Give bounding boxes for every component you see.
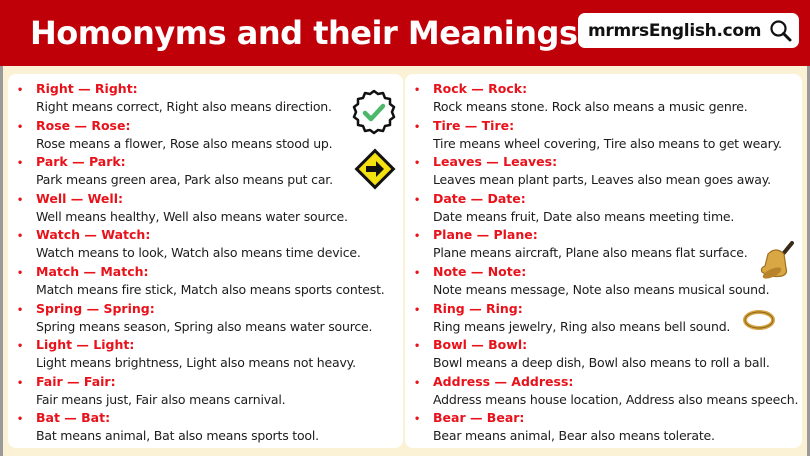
bullet: • — [18, 82, 23, 96]
homonym-term: Fair — Fair: — [36, 373, 116, 389]
homonym-meaning: Well means healthy, Well also means water source. — [36, 208, 348, 224]
list-item — [8, 226, 403, 263]
header-banner — [0, 0, 810, 66]
bullet: • — [18, 374, 23, 389]
bullet: • — [415, 82, 420, 96]
bullet: • — [415, 411, 420, 426]
bullet: • — [415, 264, 420, 279]
homonym-meaning: Ring means jewelry, Ring also means bell sound. — [433, 318, 731, 334]
left-panel — [8, 74, 403, 448]
list-item — [8, 117, 403, 154]
homonym-term: Right — Right: — [36, 81, 138, 96]
homonym-meaning: Fair means just, Fair also means carnival. — [36, 391, 286, 407]
bullet: • — [415, 155, 420, 170]
homonym-term: Plane — Plane: — [433, 227, 538, 243]
bullet: • — [18, 338, 23, 353]
list-item — [405, 336, 802, 373]
site-name: mrmrsEnglish.com — [588, 20, 762, 41]
list-item — [8, 153, 403, 190]
homonym-meaning: Address means house location, Address also means speech. — [433, 391, 799, 407]
homonym-term: Bear — Bear: — [433, 410, 525, 426]
bullet: • — [415, 338, 420, 353]
homonym-meaning: Watch means to look, Watch also means time device. — [36, 245, 361, 261]
right-panel — [405, 74, 802, 448]
homonym-meaning: Park means green area, Park also means put car. — [36, 172, 333, 188]
list-item — [8, 80, 403, 117]
homonym-meaning: Right means correct, Right also means direction. — [36, 99, 332, 114]
bullet: • — [18, 264, 23, 279]
homonym-term: Light — Light: — [36, 337, 135, 353]
homonym-meaning: Match means fire stick, Match also means sports contest. — [36, 281, 385, 297]
bullet: • — [415, 374, 420, 389]
list-item — [405, 117, 802, 154]
bullet: • — [18, 411, 23, 426]
homonym-term: Well — Well: — [36, 190, 123, 206]
road-sign-arrow-icon — [354, 148, 396, 190]
homonym-term: Address — Address: — [433, 373, 574, 389]
homonym-term: Rose — Rose: — [36, 117, 131, 133]
homonym-meaning: Note means message, Note also means musical sound. — [433, 281, 770, 297]
homonym-term: Watch — Watch: — [36, 227, 151, 243]
list-item — [405, 226, 802, 263]
homonym-meaning: Rose means a flower, Rose also means stood up. — [36, 135, 333, 151]
bullet: • — [18, 118, 23, 133]
bullet: • — [18, 228, 23, 243]
check-badge-icon — [351, 89, 397, 135]
site-badge[interactable] — [578, 13, 799, 48]
bell-icon — [756, 240, 796, 280]
bullet: • — [18, 155, 23, 170]
page-title: Homonyms and their Meanings — [30, 14, 578, 52]
homonym-term: Rock — Rock: — [433, 81, 528, 96]
homonym-meaning: Bat means animal, Bat also means sports tool. — [36, 428, 319, 444]
homonym-term: Match — Match: — [36, 263, 149, 279]
list-item — [405, 263, 802, 300]
list-item — [405, 409, 802, 446]
list-item — [8, 409, 403, 446]
bullet: • — [18, 301, 23, 316]
homonym-term: Spring — Spring: — [36, 300, 155, 316]
search-icon — [769, 19, 793, 43]
homonym-meaning: Spring means season, Spring also means water source. — [36, 318, 373, 334]
homonym-meaning: Bowl means a deep dish, Bowl also means to roll a ball. — [433, 355, 770, 371]
list-item — [405, 80, 802, 117]
list-item — [8, 300, 403, 337]
bullet: • — [415, 301, 420, 316]
list-item — [8, 190, 403, 227]
homonym-term: Note — Note: — [433, 263, 527, 279]
homonym-meaning: Date means fruit, Date also means meeting time. — [433, 208, 735, 224]
list-item — [8, 373, 403, 410]
homonym-meaning: Plane means aircraft, Plane also means flat surface. — [433, 245, 748, 261]
bullet: • — [415, 118, 420, 133]
homonym-term: Ring — Ring: — [433, 300, 523, 316]
homonym-term: Tire — Tire: — [433, 117, 515, 133]
homonym-term: Date — Date: — [433, 190, 526, 206]
homonym-meaning: Bear means animal, Bear also means tolerate. — [433, 428, 715, 444]
homonym-term: Bat — Bat: — [36, 410, 111, 426]
homonym-meaning: Tire means wheel covering, Tire also means to get weary. — [433, 135, 782, 151]
homonym-meaning: Light means brightness, Light also means not heavy. — [36, 355, 356, 371]
list-item — [405, 153, 802, 190]
content-frame — [0, 66, 810, 456]
homonym-term: Park — Park: — [36, 154, 126, 170]
ring-icon — [742, 308, 776, 332]
homonym-meaning: Leaves mean plant parts, Leaves also mean goes away. — [433, 172, 771, 188]
bullet: • — [415, 191, 420, 206]
homonym-term: Leaves — Leaves: — [433, 154, 558, 170]
bullet: • — [415, 228, 420, 243]
list-item — [405, 373, 802, 410]
homonym-term: Bowl — Bowl: — [433, 337, 528, 353]
list-item — [405, 190, 802, 227]
homonym-meaning: Rock means stone. Rock also means a music genre. — [433, 99, 748, 114]
list-item — [8, 263, 403, 300]
list-item — [8, 336, 403, 373]
bullet: • — [18, 191, 23, 206]
